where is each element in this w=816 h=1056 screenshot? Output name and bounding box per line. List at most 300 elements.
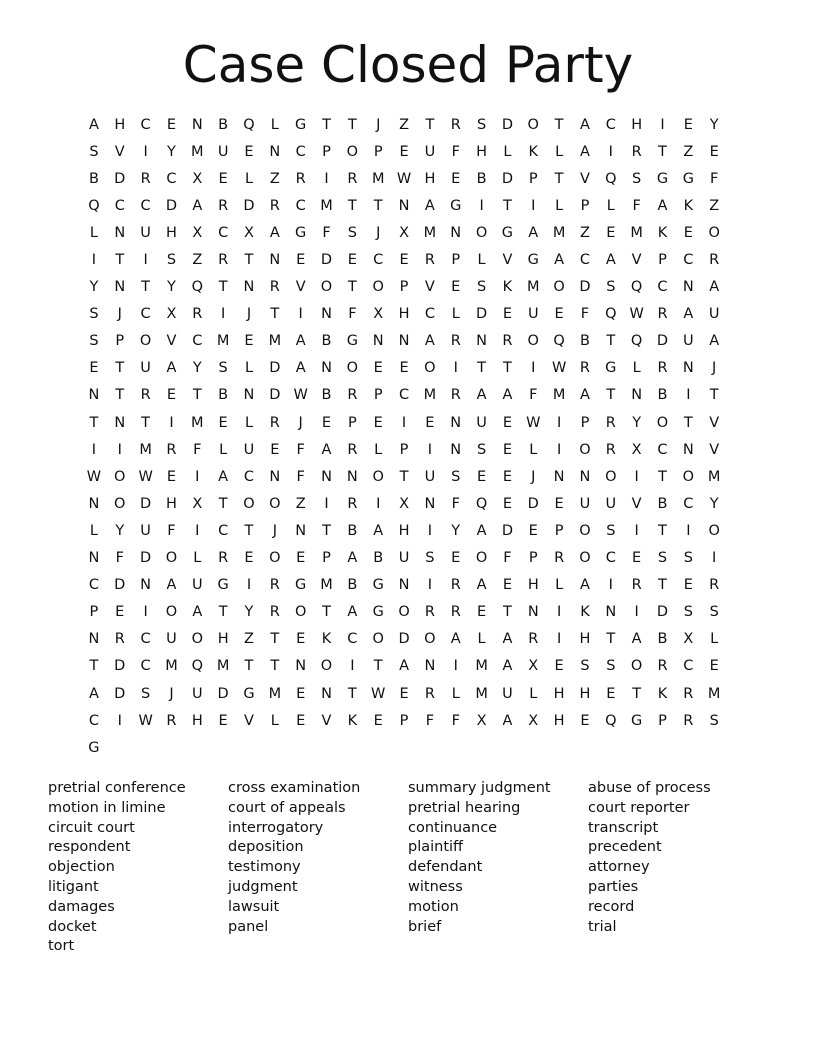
grid-letter: N	[553, 468, 565, 485]
grid-letter: V	[295, 279, 306, 296]
grid-letter: F	[296, 441, 305, 458]
grid-letter: B	[218, 387, 229, 404]
grid-letter: A	[502, 712, 513, 729]
grid-letter: U	[191, 685, 203, 702]
grid-letter: I	[531, 360, 536, 377]
grid-letter: T	[322, 522, 331, 539]
grid-letter: H	[424, 170, 436, 187]
grid-letter: A	[269, 224, 280, 241]
grid-letter: F	[580, 306, 590, 323]
grid-letter: H	[476, 143, 488, 160]
grid-letter: A	[166, 577, 177, 594]
grid-letter: C	[88, 712, 99, 729]
grid-letter: O	[398, 604, 410, 621]
grid-letter: E	[709, 658, 719, 675]
grid-letter: N	[398, 197, 410, 214]
grid-letter: I	[195, 468, 200, 485]
grid-letter: I	[143, 252, 148, 269]
grid-letter: R	[709, 252, 720, 269]
grid-letter: O	[682, 468, 695, 485]
grid-letter: R	[631, 577, 642, 594]
grid-letter: L	[219, 441, 228, 458]
grid-letter: M	[423, 224, 437, 241]
grid-letter: I	[91, 252, 97, 269]
grid-letter: R	[579, 360, 590, 377]
grid-letter: A	[88, 116, 99, 133]
grid-letter: B	[476, 170, 487, 187]
grid-letter: D	[114, 658, 126, 675]
grid-letter: A	[528, 224, 539, 241]
grid-letter: K	[657, 685, 668, 702]
grid-letter: R	[269, 279, 280, 296]
grid-letter: N	[295, 522, 307, 539]
grid-letter: O	[475, 224, 488, 241]
grid-letter: N	[631, 387, 643, 404]
grid-letter: E	[296, 252, 306, 269]
word-list-item: pretrial conference	[48, 780, 186, 796]
grid-letter: T	[347, 279, 357, 296]
grid-letter: G	[295, 224, 307, 241]
grid-letter: G	[605, 360, 617, 377]
word-list-item: court of appeals	[228, 799, 346, 816]
grid-letter: U	[579, 495, 591, 512]
grid-letter: R	[218, 252, 229, 269]
grid-letter: T	[554, 170, 564, 187]
grid-letter: T	[425, 116, 435, 133]
grid-letter: L	[555, 577, 564, 594]
grid-letter: A	[657, 197, 668, 214]
grid-letter: C	[683, 658, 694, 675]
grid-letter: L	[193, 550, 202, 567]
grid-letter: T	[347, 197, 357, 214]
grid-letter: L	[374, 441, 383, 458]
grid-letter: G	[243, 685, 255, 702]
grid-letter: A	[166, 360, 177, 377]
grid-letter: C	[218, 224, 229, 241]
grid-letter: O	[579, 522, 591, 539]
grid-letter: E	[218, 712, 228, 729]
word-list-item: motion in limine	[48, 799, 166, 816]
grid-letter: H	[166, 495, 177, 512]
grid-letter: X	[683, 631, 694, 648]
word-list-item: plaintiff	[408, 839, 464, 856]
grid-letter: P	[89, 604, 99, 621]
grid-letter: I	[298, 306, 303, 323]
word-list-item: abuse of process	[588, 780, 711, 796]
grid-letter: G	[295, 577, 307, 594]
grid-letter: V	[631, 495, 642, 512]
grid-letter: L	[477, 252, 486, 269]
grid-letter: I	[427, 577, 433, 594]
grid-letter: N	[682, 279, 694, 296]
grid-letter: J	[376, 224, 381, 241]
grid-letter: J	[376, 116, 381, 133]
grid-letter: E	[321, 414, 332, 431]
grid-letter: A	[579, 387, 590, 404]
grid-letter: E	[425, 414, 435, 431]
grid-letter: N	[114, 279, 126, 296]
grid-letter: E	[683, 116, 693, 133]
grid-letter: U	[424, 143, 436, 160]
word-list-item: summary judgment	[408, 780, 551, 796]
grid-letter: R	[450, 577, 461, 594]
grid-letter: E	[580, 712, 590, 729]
grid-letter: N	[88, 387, 100, 404]
grid-letter: T	[270, 658, 280, 675]
grid-letter: D	[114, 685, 126, 702]
grid-letter: D	[398, 631, 410, 648]
grid-letter: I	[221, 306, 226, 323]
grid-letter: E	[502, 414, 512, 431]
grid-letter: E	[399, 685, 409, 702]
grid-letter: I	[686, 522, 691, 539]
grid-letter: O	[191, 631, 203, 648]
grid-letter: I	[324, 170, 329, 187]
grid-letter: G	[346, 333, 358, 350]
grid-letter: T	[658, 143, 667, 160]
grid-letter: B	[373, 550, 384, 567]
grid-letter: E	[399, 360, 409, 377]
grid-letter: O	[553, 279, 565, 296]
grid-letter: Q	[630, 279, 643, 296]
grid-letter: R	[140, 170, 151, 187]
grid-letter: Y	[244, 604, 254, 621]
grid-letter: O	[165, 550, 178, 567]
grid-letter: U	[140, 360, 151, 377]
grid-letter: I	[117, 712, 122, 729]
grid-letter: Q	[553, 333, 565, 350]
grid-letter: O	[346, 143, 359, 160]
grid-letter: H	[553, 712, 565, 729]
grid-letter: A	[347, 550, 358, 567]
grid-letter: M	[423, 387, 437, 404]
word-list-item: respondent	[48, 839, 131, 856]
grid-letter: M	[527, 279, 540, 296]
grid-letter: T	[89, 658, 99, 675]
grid-letter: R	[166, 712, 177, 729]
grid-letter: R	[347, 387, 358, 404]
grid-letter: E	[683, 224, 693, 241]
grid-letter: C	[88, 577, 99, 594]
grid-letter: T	[141, 279, 151, 296]
grid-letter: D	[243, 197, 255, 214]
grid-letter: U	[527, 306, 539, 323]
grid-letter: A	[192, 604, 203, 621]
grid-letter: O	[372, 468, 384, 485]
grid-letter: E	[502, 495, 512, 512]
grid-letter: E	[296, 685, 306, 702]
grid-letter: O	[243, 495, 255, 512]
grid-letter: T	[502, 360, 512, 377]
grid-letter: F	[296, 468, 305, 485]
grid-letter: P	[373, 387, 383, 404]
grid-letter: I	[376, 495, 381, 512]
word-list-column	[588, 779, 768, 957]
grid-letter: I	[556, 631, 562, 648]
grid-letter: R	[218, 550, 229, 567]
grid-letter: T	[658, 468, 667, 485]
grid-letter: Y	[632, 414, 642, 431]
grid-letter: A	[579, 116, 590, 133]
grid-letter: S	[606, 658, 616, 675]
grid-letter: L	[529, 685, 538, 702]
word-list-item: pretrial hearing	[408, 799, 521, 816]
grid-letter: O	[527, 116, 539, 133]
grid-letter: E	[451, 550, 461, 567]
grid-letter: I	[143, 604, 148, 621]
grid-letter: I	[324, 495, 329, 512]
grid-letter: S	[166, 252, 177, 269]
grid-letter: D	[656, 604, 669, 621]
grid-letter: Y	[451, 522, 461, 539]
grid-letter: X	[244, 224, 254, 241]
grid-letter: S	[683, 550, 693, 567]
grid-letter: W	[371, 685, 386, 702]
grid-letter: B	[321, 333, 332, 350]
grid-letter: D	[114, 577, 126, 594]
grid-letter: R	[450, 387, 461, 404]
grid-letter: G	[295, 116, 307, 133]
word-list-item: precedent	[588, 839, 662, 856]
grid-letter: O	[527, 333, 539, 350]
grid-letter: T	[502, 197, 512, 214]
grid-letter: D	[140, 550, 152, 567]
grid-letter: R	[657, 658, 668, 675]
grid-letter: A	[709, 333, 720, 350]
grid-letter: F	[348, 306, 357, 323]
grid-letter: O	[114, 468, 126, 485]
grid-letter: S	[347, 224, 357, 241]
grid-letter: O	[139, 333, 152, 350]
grid-letter: G	[372, 577, 384, 594]
grid-letter: E	[606, 685, 616, 702]
grid-letter: A	[450, 631, 461, 648]
grid-letter: G	[372, 604, 384, 621]
grid-letter: C	[605, 116, 616, 133]
grid-letter: P	[528, 550, 538, 567]
grid-letter: W	[293, 387, 308, 404]
grid-letter: G	[217, 577, 229, 594]
grid-letter: P	[658, 712, 667, 729]
grid-letter: A	[192, 197, 203, 214]
grid-letter: N	[88, 550, 100, 567]
grid-letter: C	[140, 197, 151, 214]
grid-letter: C	[398, 387, 410, 404]
grid-letter: I	[117, 441, 122, 458]
grid-letter: T	[606, 333, 616, 350]
grid-letter: R	[269, 577, 280, 594]
grid-letter: U	[424, 468, 436, 485]
grid-letter: M	[320, 197, 333, 214]
grid-letter: A	[631, 631, 642, 648]
grid-letter: P	[322, 550, 331, 567]
grid-letter: C	[605, 550, 616, 567]
word-list	[48, 779, 768, 957]
grid-letter: N	[682, 441, 694, 458]
word-list-item: court reporter	[588, 799, 690, 816]
grid-letter: B	[347, 522, 358, 539]
grid-letter: R	[631, 143, 642, 160]
grid-letter: A	[683, 306, 694, 323]
grid-letter: R	[424, 604, 435, 621]
grid-letter: P	[399, 279, 409, 296]
grid-letter: R	[347, 170, 358, 187]
grid-letter: A	[554, 252, 565, 269]
grid-letter: O	[372, 279, 384, 296]
grid-letter: D	[501, 522, 513, 539]
grid-letter: V	[244, 712, 254, 729]
grid-letter: D	[217, 685, 229, 702]
grid-letter: D	[475, 306, 488, 323]
grid-letter: M	[320, 577, 333, 594]
grid-letter: N	[191, 116, 203, 133]
grid-letter: L	[632, 360, 641, 377]
grid-letter: H	[398, 306, 410, 323]
grid-letter: C	[218, 522, 229, 539]
grid-letter: B	[88, 170, 99, 187]
grid-letter: O	[320, 658, 333, 675]
grid-letter: C	[657, 441, 668, 458]
grid-letter: T	[192, 387, 202, 404]
grid-letter: V	[579, 170, 590, 187]
grid-letter: M	[165, 658, 178, 675]
word-list-column	[48, 779, 228, 957]
word-list-column	[228, 779, 408, 957]
grid-letter: I	[350, 658, 355, 675]
word-list-item: testimony	[228, 859, 301, 876]
grid-letter: P	[528, 170, 538, 187]
grid-letter: L	[606, 197, 615, 214]
grid-letter: R	[140, 387, 151, 404]
grid-letter: O	[579, 550, 591, 567]
grid-letter: F	[503, 550, 512, 567]
grid-letter: W	[138, 712, 153, 729]
grid-letter: F	[115, 550, 124, 567]
grid-letter: N	[269, 468, 281, 485]
word-list-item: record	[588, 898, 635, 915]
grid-letter: R	[192, 306, 203, 323]
grid-letter: Y	[167, 143, 176, 160]
grid-letter: J	[117, 306, 122, 323]
word-list-item: interrogatory	[228, 819, 324, 836]
grid-letter: M	[216, 333, 230, 350]
grid-letter: X	[192, 495, 203, 512]
grid-letter: N	[527, 604, 539, 621]
grid-letter: I	[401, 414, 407, 431]
grid-letter: D	[165, 197, 178, 214]
grid-letter: T	[347, 685, 357, 702]
grid-letter: T	[632, 685, 642, 702]
grid-letter: T	[115, 252, 125, 269]
grid-letter: O	[424, 631, 436, 648]
grid-letter: A	[347, 604, 358, 621]
grid-letter: E	[166, 468, 177, 485]
grid-letter: U	[502, 685, 513, 702]
grid-letter: T	[709, 387, 719, 404]
grid-letter: N	[269, 252, 281, 269]
grid-letter: F	[167, 522, 176, 539]
grid-letter: N	[243, 279, 255, 296]
grid-letter: N	[88, 631, 100, 648]
grid-letter: T	[115, 360, 125, 377]
grid-letter: X	[476, 712, 487, 729]
letter-grid	[81, 111, 727, 761]
grid-letter: A	[476, 387, 487, 404]
grid-letter: C	[657, 279, 668, 296]
grid-letter: C	[140, 631, 151, 648]
grid-letter: S	[476, 116, 487, 133]
grid-letter: T	[218, 604, 228, 621]
grid-letter: E	[451, 170, 461, 187]
grid-letter: M	[191, 143, 204, 160]
grid-letter: E	[632, 550, 642, 567]
grid-letter: D	[501, 170, 513, 187]
grid-letter: S	[580, 658, 590, 675]
grid-letter: B	[321, 387, 332, 404]
grid-letter: K	[347, 712, 358, 729]
grid-letter: R	[424, 685, 435, 702]
grid-letter: V	[321, 712, 332, 729]
grid-letter: E	[218, 170, 228, 187]
grid-letter: N	[579, 468, 591, 485]
grid-letter: S	[89, 333, 99, 350]
grid-letter: I	[143, 143, 148, 160]
grid-letter: K	[657, 224, 668, 241]
grid-letter: E	[244, 333, 254, 350]
grid-letter: T	[606, 631, 616, 648]
grid-letter: M	[216, 658, 230, 675]
grid-letter: E	[451, 279, 461, 296]
grid-letter: L	[89, 522, 98, 539]
grid-letter: O	[269, 495, 281, 512]
grid-letter: S	[632, 170, 642, 187]
grid-letter: Z	[683, 143, 694, 160]
grid-letter: A	[605, 252, 616, 269]
grid-letter: N	[321, 360, 332, 377]
grid-letter: A	[502, 631, 513, 648]
grid-letter: E	[554, 306, 564, 323]
grid-letter: R	[605, 441, 616, 458]
grid-letter: F	[451, 143, 460, 160]
grid-letter: R	[347, 495, 358, 512]
grid-letter: D	[656, 333, 669, 350]
grid-letter: E	[709, 143, 719, 160]
grid-letter: I	[608, 577, 613, 594]
grid-letter: N	[269, 143, 281, 160]
grid-letter: T	[270, 631, 280, 648]
grid-letter: C	[347, 631, 358, 648]
grid-letter: S	[218, 360, 228, 377]
grid-letter: X	[528, 712, 539, 729]
grid-letter: X	[166, 306, 177, 323]
grid-letter: O	[372, 631, 384, 648]
grid-letter: Z	[269, 170, 280, 187]
grid-letter: L	[451, 306, 460, 323]
grid-letter: C	[295, 197, 306, 214]
grid-letter: Q	[191, 658, 203, 675]
grid-letter: I	[608, 143, 613, 160]
grid-letter: R	[347, 441, 358, 458]
grid-letter: Y	[192, 360, 202, 377]
grid-letter: I	[660, 116, 665, 133]
grid-letter: P	[658, 252, 667, 269]
grid-letter: T	[502, 604, 512, 621]
grid-letter: M	[707, 685, 721, 702]
grid-letter: T	[270, 306, 280, 323]
word-list-item: panel	[228, 918, 269, 935]
word-list-item: continuance	[408, 819, 498, 836]
grid-letter: H	[527, 577, 539, 594]
